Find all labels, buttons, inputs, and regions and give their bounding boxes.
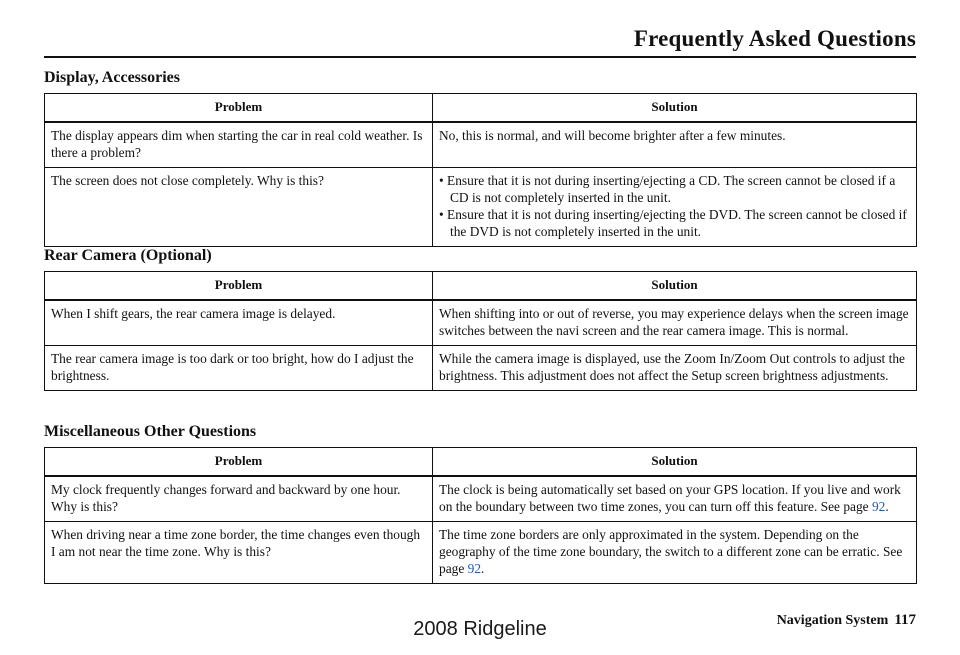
solution-cell: While the camera image is displayed, use the Zoom In/Zoom Out controls to adjust the brightness. This adjustment does not affect the Setup screen brightness adjustments. bbox=[433, 346, 917, 391]
table-row bbox=[45, 168, 917, 247]
section-heading: Miscellaneous Other Questions bbox=[44, 423, 257, 440]
section-heading: Display, Accessories bbox=[44, 69, 180, 86]
solution-bullet-list bbox=[439, 172, 910, 240]
problem-cell: The rear camera image is too dark or too bright, how do I adjust the brightness. bbox=[45, 346, 433, 391]
solution-cell bbox=[433, 476, 917, 522]
problem-column-header: Problem bbox=[45, 94, 433, 123]
problem-cell: The display appears dim when starting the car in real cold weather. Is there a problem? bbox=[45, 122, 433, 168]
solution-cell bbox=[433, 522, 917, 584]
page-number: 117 bbox=[894, 612, 916, 628]
section-heading: Rear Camera (Optional) bbox=[44, 247, 212, 264]
page-link[interactable]: 92 bbox=[467, 561, 482, 576]
table-header-row bbox=[45, 272, 917, 301]
watermark: 2008 Ridgeline bbox=[413, 618, 547, 640]
problem-cell: When I shift gears, the rear camera image is delayed. bbox=[45, 300, 433, 346]
page-title: Frequently Asked Questions bbox=[633, 26, 916, 51]
solution-text-end: . bbox=[885, 499, 889, 514]
section-miscellaneous bbox=[44, 423, 916, 584]
page-link[interactable]: 92 bbox=[871, 499, 886, 514]
problem-cell: The screen does not close completely. Why is this? bbox=[45, 168, 433, 247]
faq-table bbox=[44, 447, 917, 584]
faq-table bbox=[44, 271, 917, 391]
solution-cell: When shifting into or out of reverse, you may experience delays when the screen image switches between the navi screen and the rear camera image. This is normal. bbox=[433, 300, 917, 346]
problem-cell: My clock frequently changes forward and backward by one hour. Why is this? bbox=[45, 476, 433, 522]
footer-section-label: Navigation System bbox=[776, 613, 889, 628]
table-row bbox=[45, 122, 917, 168]
solution-cell bbox=[433, 168, 917, 247]
problem-column-header: Problem bbox=[45, 272, 433, 301]
solution-text-end: . bbox=[481, 561, 485, 576]
solution-bullet: • Ensure that it is not during inserting/ejecting a CD. The screen cannot be closed if a CD is not completely inserted in the unit. bbox=[439, 172, 910, 206]
section-rear-camera bbox=[44, 247, 916, 391]
problem-column-header: Problem bbox=[45, 448, 433, 477]
solution-cell: No, this is normal, and will become brighter after a few minutes. bbox=[433, 122, 917, 168]
solution-column-header: Solution bbox=[433, 94, 917, 123]
table-header-row bbox=[45, 94, 917, 123]
table-row bbox=[45, 300, 917, 346]
faq-table bbox=[44, 93, 917, 247]
solution-text: The time zone borders are only approximated in the system. Depending on the geography of the time zone boundary, the switch to a different zone can be erratic. See page bbox=[439, 527, 903, 576]
table-header-row bbox=[45, 448, 917, 477]
problem-cell: When driving near a time zone border, the time changes even though I am not near the time zone. Why is this? bbox=[45, 522, 433, 584]
table-row bbox=[45, 346, 917, 391]
solution-text: The clock is being automatically set based on your GPS location. If you live and work on the boundary between two time zones, you can turn off this feature. See page bbox=[439, 482, 901, 514]
solution-bullet: • Ensure that it is not during inserting/ejecting the DVD. The screen cannot be closed if the DVD is not completely inserted in the unit. bbox=[439, 206, 910, 240]
section-display-accessories bbox=[44, 69, 916, 247]
solution-column-header: Solution bbox=[433, 448, 917, 477]
table-row bbox=[45, 476, 917, 522]
solution-column-header: Solution bbox=[433, 272, 917, 301]
title-divider bbox=[44, 56, 916, 58]
table-row bbox=[45, 522, 917, 584]
